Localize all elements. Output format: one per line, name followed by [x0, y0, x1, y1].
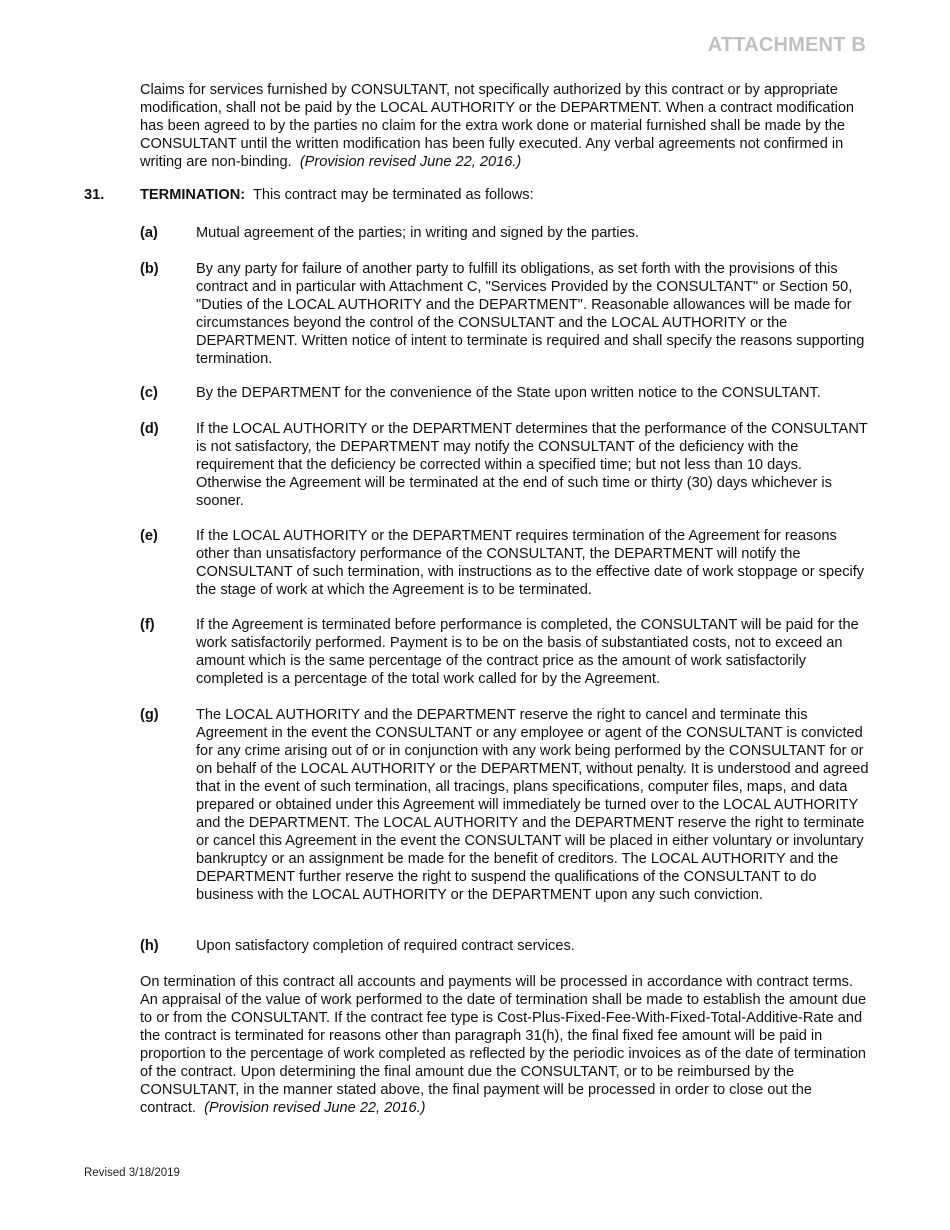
closing-paragraph	[140, 973, 870, 1117]
revision-footer: Revised 3/18/2019	[84, 1167, 180, 1179]
intro-text: Claims for services furnished by CONSULTANT, not specifically authorized by this contract or by appropriate modification, shall not be paid by the LOCAL AUTHORITY or the DEPARTMENT. When a contract modification has been agreed to by the parties no claim for the extra work done or material furnished shall be made by the CONSULTANT until the written modification has been fully executed. Any verbal agreements not confirmed in writing are non-binding.	[140, 82, 855, 170]
item-text: The LOCAL AUTHORITY and the DEPARTMENT reserve the right to cancel and terminate this Agreement in the event the CONSULTANT or any employee or agent of the CONSULTANT is convicted for any crime arising out of or in conjunction with any work being performed by the CONSULTANT for or on behalf of the LOCAL AUTHORITY or the DEPARTMENT, without penalty. It is understood and agreed that in the event of such termination, all tracings, plans specifications, computer files, maps, and data prepared or obtained under this Agreement will immediately be turned over to the LOCAL AUTHORITY and the DEPARTMENT. The LOCAL AUTHORITY and the DEPARTMENT reserve the right to terminate or cancel this Agreement in the event the CONSULTANT will be placed in either voluntary or involuntary bankruptcy or an assignment be made for the benefit of creditors. The LOCAL AUTHORITY and the DEPARTMENT further reserve the right to suspend the qualifications of the CONSULTANT to do business with the LOCAL AUTHORITY or the DEPARTMENT upon any such conviction.	[196, 707, 869, 903]
item-label: (h)	[140, 938, 159, 954]
attachment-header: ATTACHMENT B	[707, 34, 866, 56]
item-label: (f)	[140, 617, 155, 633]
section-number: 31.	[84, 187, 105, 203]
item-label: (b)	[140, 261, 159, 277]
item-text: If the LOCAL AUTHORITY or the DEPARTMENT requires termination of the Agreement for reasons other than unsatisfactory performance of the CONSULTANT, the DEPARTMENT will notify the CONSULTANT of such termination, with instructions as to the effective date of work stoppage or specify the stage of work at which the Agreement is to be terminated.	[196, 528, 865, 598]
item-label: (d)	[140, 421, 159, 437]
item-text: By any party for failure of another party to fulfill its obligations, as set forth with the provisions of this contract and in particular with Attachment C, "Services Provided by the CONSULTANT" or Section 50, "Duties of the LOCAL AUTHORITY and the DEPARTMENT". Reasonable allowances will be made for circumstances beyond the control of the CONSULTANT and the LOCAL AUTHORITY or the DEPARTMENT. Written notice of intent to terminate is required and shall specify the reasons supporting termination.	[196, 261, 865, 367]
item-label: (a)	[140, 225, 158, 241]
closing-text: On termination of this contract all accounts and payments will be processed in accordance with contract terms. An appraisal of the value of work performed to the date of termination shall be made to establish the amount due to or from the CONSULTANT. If the contract fee type is Cost-Plus-Fixed-Fee-With-Fixed-Total-Additive-Rate and the contract is terminated for reasons other than paragraph 31(h), the final fixed fee amount will be paid in proportion to the percentage of work completed as reflected by the periodic invoices as of the date of termination of the contract. Upon determining the final amount due the CONSULTANT, or to be reimbursed by the CONSULTANT, in the manner stated above, the final payment will be processed in order to close out the contract.	[140, 974, 867, 1116]
section-heading	[140, 186, 870, 204]
item-text: If the LOCAL AUTHORITY or the DEPARTMENT determines that the performance of the CONSULTANT is not satisfactory, the DEPARTMENT may notify the CONSULTANT of the deficiency with the requirement that the deficiency be corrected within a specified time; but not less than 10 days. Otherwise the Agreement will be terminated at the end of such time or thirty (30) days whichever is sooner.	[196, 421, 868, 509]
intro-revision: (Provision revised June 22, 2016.)	[299, 154, 522, 170]
item-text: Upon satisfactory completion of required contract services.	[196, 938, 575, 954]
section-title: TERMINATION:	[140, 187, 246, 203]
item-text: If the Agreement is terminated before performance is completed, the CONSULTANT will be paid for the work satisfactorily performed. Payment is to be on the basis of substantiated costs, not to exceed an amount which is the same percentage of the contract price as the amount of work satisfactorily completed is a percentage of the total work called for by the Agreement.	[196, 617, 859, 687]
intro-paragraph	[140, 81, 870, 171]
section-lead: This contract may be terminated as follows:	[252, 187, 534, 203]
item-label: (c)	[140, 385, 158, 401]
item-label: (e)	[140, 528, 158, 544]
closing-revision: (Provision revised June 22, 2016.)	[204, 1100, 426, 1116]
item-text: Mutual agreement of the parties; in writing and signed by the parties.	[196, 225, 639, 241]
item-label: (g)	[140, 707, 159, 723]
item-text: By the DEPARTMENT for the convenience of the State upon written notice to the CONSULTANT.	[196, 385, 821, 401]
